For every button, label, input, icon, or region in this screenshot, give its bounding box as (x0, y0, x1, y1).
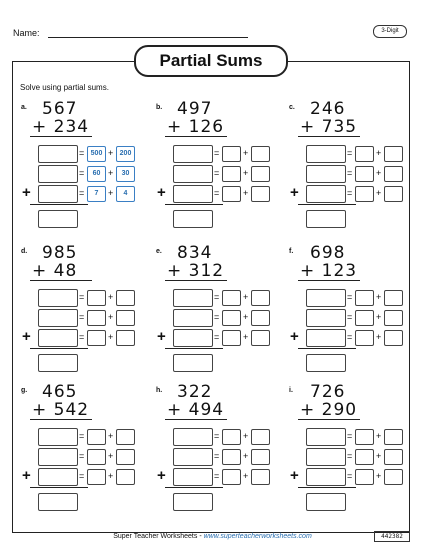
equals-sign: = (347, 312, 353, 322)
addend-bottom: + 123 (300, 261, 358, 281)
place-value-box[interactable] (384, 186, 403, 202)
equals-sign: = (79, 168, 85, 178)
problem-letter: c. (289, 104, 295, 111)
partial-sum-box[interactable] (306, 468, 346, 486)
place-value-box[interactable] (116, 310, 135, 326)
place-value-box[interactable] (355, 429, 374, 445)
partial-sum-box[interactable] (38, 289, 78, 307)
equals-sign: = (347, 451, 353, 461)
place-value-box[interactable] (384, 330, 403, 346)
place-value-box[interactable] (355, 469, 374, 485)
problem-letter: d. (21, 248, 28, 255)
sum-plus-sign: + (157, 328, 166, 345)
sum-plus-sign: + (22, 184, 31, 201)
problem-letter: a. (21, 104, 27, 111)
partial-sum-box[interactable] (38, 185, 78, 203)
addend-bottom: + 312 (167, 261, 225, 281)
partial-sum-box[interactable] (306, 448, 346, 466)
place-value-box[interactable] (384, 449, 403, 465)
equals-sign: = (347, 292, 353, 302)
place-value-box[interactable]: 60 (87, 166, 106, 182)
place-value-box[interactable] (384, 146, 403, 162)
addition-line (165, 280, 227, 281)
partial-sum-box[interactable] (38, 165, 78, 183)
place-value-box[interactable]: 4 (116, 186, 135, 202)
total-sum-box[interactable] (173, 354, 213, 372)
place-value-box[interactable] (384, 310, 403, 326)
addend-bottom: + 542 (32, 400, 90, 420)
addend-top: 985 (42, 243, 78, 263)
partial-sum-box[interactable] (306, 145, 346, 163)
sum-plus-sign: + (290, 467, 299, 484)
place-value-box[interactable] (116, 290, 135, 306)
place-value-box[interactable]: 7 (87, 186, 106, 202)
sum-line (30, 204, 88, 205)
addend-top: 834 (177, 243, 213, 263)
plus-sign: + (376, 292, 382, 302)
partial-sum-box[interactable] (38, 428, 78, 446)
sum-line (298, 487, 356, 488)
equals-sign: = (79, 451, 85, 461)
place-value-box[interactable] (355, 449, 374, 465)
place-value-box[interactable] (222, 310, 241, 326)
problem-letter: b. (156, 104, 163, 111)
place-value-box[interactable]: 30 (116, 166, 135, 182)
equals-sign: = (79, 188, 85, 198)
plus-sign: + (376, 148, 382, 158)
plus-sign: + (108, 451, 114, 461)
place-value-box[interactable] (222, 469, 241, 485)
plus-sign: + (376, 332, 382, 342)
addend-bottom: + 290 (300, 400, 358, 420)
equals-sign: = (214, 431, 220, 441)
plus-sign: + (376, 451, 382, 461)
place-value-box[interactable] (384, 469, 403, 485)
plus-sign: + (243, 451, 249, 461)
problem-letter: h. (156, 387, 163, 394)
problem (20, 381, 140, 511)
addend-top: 567 (42, 99, 78, 119)
addend-top: 726 (310, 382, 346, 402)
equals-sign: = (347, 168, 353, 178)
partial-sum-box[interactable] (173, 329, 213, 347)
plus-sign: + (376, 188, 382, 198)
place-value-box[interactable] (384, 290, 403, 306)
place-value-box[interactable] (222, 166, 241, 182)
place-value-box[interactable] (355, 310, 374, 326)
addition-line (298, 136, 360, 137)
partial-sum-box[interactable] (173, 428, 213, 446)
problem (155, 381, 275, 511)
equals-sign: = (347, 431, 353, 441)
footer-separator: - (197, 533, 204, 540)
partial-sum-box[interactable] (173, 165, 213, 183)
total-sum-box[interactable] (38, 493, 78, 511)
sum-plus-sign: + (22, 467, 31, 484)
place-value-box[interactable] (116, 469, 135, 485)
place-value-box[interactable]: 200 (116, 146, 135, 162)
place-value-box[interactable] (251, 186, 270, 202)
footer-site: Super Teacher Worksheets (113, 533, 198, 540)
place-value-box[interactable] (87, 330, 106, 346)
equals-sign: = (214, 471, 220, 481)
equals-sign: = (79, 148, 85, 158)
place-value-box[interactable] (116, 429, 135, 445)
equals-sign: = (214, 168, 220, 178)
partial-sum-box[interactable] (173, 289, 213, 307)
total-sum-box[interactable] (38, 354, 78, 372)
total-sum-box[interactable] (173, 210, 213, 228)
partial-sum-box[interactable] (173, 185, 213, 203)
place-value-box[interactable] (87, 429, 106, 445)
place-value-box[interactable] (251, 449, 270, 465)
problem-letter: g. (21, 387, 28, 394)
sum-line (298, 204, 356, 205)
addend-bottom: + 126 (167, 117, 225, 137)
partial-sum-box[interactable] (306, 165, 346, 183)
problem-letter: i. (289, 387, 293, 394)
place-value-box[interactable] (251, 146, 270, 162)
plus-sign: + (376, 168, 382, 178)
partial-sum-box[interactable] (38, 468, 78, 486)
total-sum-box[interactable] (173, 493, 213, 511)
problem (288, 98, 408, 228)
partial-sum-box[interactable] (306, 329, 346, 347)
place-value-box[interactable] (355, 186, 374, 202)
addend-top: 246 (310, 99, 346, 119)
footer (0, 533, 425, 540)
sum-plus-sign: + (290, 328, 299, 345)
place-value-box[interactable] (222, 146, 241, 162)
plus-sign: + (243, 471, 249, 481)
name-line[interactable] (48, 37, 248, 38)
place-value-box[interactable] (116, 330, 135, 346)
problem (288, 381, 408, 511)
addition-line (30, 136, 92, 137)
addend-bottom: + 494 (167, 400, 225, 420)
place-value-box[interactable] (384, 429, 403, 445)
addition-line (298, 419, 360, 420)
plus-sign: + (108, 471, 114, 481)
problem (155, 242, 275, 372)
addend-top: 322 (177, 382, 213, 402)
plus-sign: + (243, 431, 249, 441)
equals-sign: = (347, 148, 353, 158)
sum-line (30, 348, 88, 349)
addend-top: 497 (177, 99, 213, 119)
total-sum-box[interactable] (306, 493, 346, 511)
plus-sign: + (376, 312, 382, 322)
plus-sign: + (243, 168, 249, 178)
place-value-box[interactable] (384, 166, 403, 182)
addition-line (30, 280, 92, 281)
place-value-box[interactable] (251, 429, 270, 445)
place-value-box[interactable]: 500 (87, 146, 106, 162)
partial-sum-box[interactable] (38, 309, 78, 327)
addend-bottom: + 234 (32, 117, 90, 137)
place-value-box[interactable] (222, 429, 241, 445)
plus-sign: + (243, 332, 249, 342)
equals-sign: = (214, 312, 220, 322)
place-value-box[interactable] (222, 186, 241, 202)
total-sum-box[interactable] (38, 210, 78, 228)
partial-sum-box[interactable] (38, 145, 78, 163)
equals-sign: = (214, 292, 220, 302)
sum-line (165, 348, 223, 349)
problem (155, 98, 275, 228)
sum-plus-sign: + (157, 467, 166, 484)
plus-sign: + (108, 332, 114, 342)
partial-sum-box[interactable] (306, 289, 346, 307)
equals-sign: = (79, 471, 85, 481)
place-value-box[interactable] (87, 290, 106, 306)
plus-sign: + (243, 148, 249, 158)
partial-sum-box[interactable] (306, 185, 346, 203)
instructions: Solve using partial sums. (20, 83, 109, 92)
plus-sign: + (108, 168, 114, 178)
problem-letter: e. (156, 248, 162, 255)
sum-plus-sign: + (290, 184, 299, 201)
addition-line (165, 136, 227, 137)
partial-sum-box[interactable] (173, 309, 213, 327)
partial-sum-box[interactable] (306, 428, 346, 446)
plus-sign: + (243, 188, 249, 198)
addition-line (30, 419, 92, 420)
plus-sign: + (108, 292, 114, 302)
addend-top: 698 (310, 243, 346, 263)
partial-sum-box[interactable] (306, 309, 346, 327)
place-value-box[interactable] (355, 290, 374, 306)
equals-sign: = (214, 332, 220, 342)
addition-line (165, 419, 227, 420)
equals-sign: = (79, 312, 85, 322)
equals-sign: = (79, 332, 85, 342)
problem (20, 242, 140, 372)
sum-line (165, 487, 223, 488)
plus-sign: + (108, 148, 114, 158)
place-value-box[interactable] (251, 310, 270, 326)
plus-sign: + (108, 312, 114, 322)
problem (20, 98, 140, 228)
addition-line (298, 280, 360, 281)
addend-top: 465 (42, 382, 78, 402)
place-value-box[interactable] (222, 449, 241, 465)
equals-sign: = (347, 471, 353, 481)
sum-plus-sign: + (22, 328, 31, 345)
equals-sign: = (79, 292, 85, 302)
place-value-box[interactable] (87, 469, 106, 485)
plus-sign: + (243, 292, 249, 302)
place-value-box[interactable] (355, 330, 374, 346)
equals-sign: = (214, 188, 220, 198)
sum-line (165, 204, 223, 205)
name-label: Name: (13, 28, 40, 38)
total-sum-box[interactable] (306, 354, 346, 372)
partial-sum-box[interactable] (173, 448, 213, 466)
level-badge: 3-Digit (373, 25, 407, 38)
plus-sign: + (108, 431, 114, 441)
partial-sum-box[interactable] (38, 329, 78, 347)
partial-sum-box[interactable] (173, 468, 213, 486)
addend-bottom: + 735 (300, 117, 358, 137)
sum-line (298, 348, 356, 349)
equals-sign: = (79, 431, 85, 441)
partial-sum-box[interactable] (38, 448, 78, 466)
plus-sign: + (243, 312, 249, 322)
equals-sign: = (347, 332, 353, 342)
equals-sign: = (214, 148, 220, 158)
problem (288, 242, 408, 372)
addend-bottom: + 48 (32, 261, 78, 281)
place-value-box[interactable] (87, 449, 106, 465)
place-value-box[interactable] (87, 310, 106, 326)
equals-sign: = (214, 451, 220, 461)
worksheet-title: Partial Sums (134, 45, 288, 77)
plus-sign: + (376, 471, 382, 481)
partial-sum-box[interactable] (173, 145, 213, 163)
place-value-box[interactable] (355, 146, 374, 162)
place-value-box[interactable] (116, 449, 135, 465)
footer-url[interactable]: www.superteacherworksheets.com (203, 533, 312, 540)
plus-sign: + (108, 188, 114, 198)
place-value-box[interactable] (222, 290, 241, 306)
place-value-box[interactable] (251, 330, 270, 346)
place-value-box[interactable] (222, 330, 241, 346)
place-value-box[interactable] (251, 469, 270, 485)
problem-letter: f. (289, 248, 294, 255)
equals-sign: = (347, 188, 353, 198)
worksheet-code: 442382 (374, 531, 410, 542)
place-value-box[interactable] (355, 166, 374, 182)
total-sum-box[interactable] (306, 210, 346, 228)
plus-sign: + (376, 431, 382, 441)
sum-line (30, 487, 88, 488)
place-value-box[interactable] (251, 290, 270, 306)
sum-plus-sign: + (157, 184, 166, 201)
place-value-box[interactable] (251, 166, 270, 182)
